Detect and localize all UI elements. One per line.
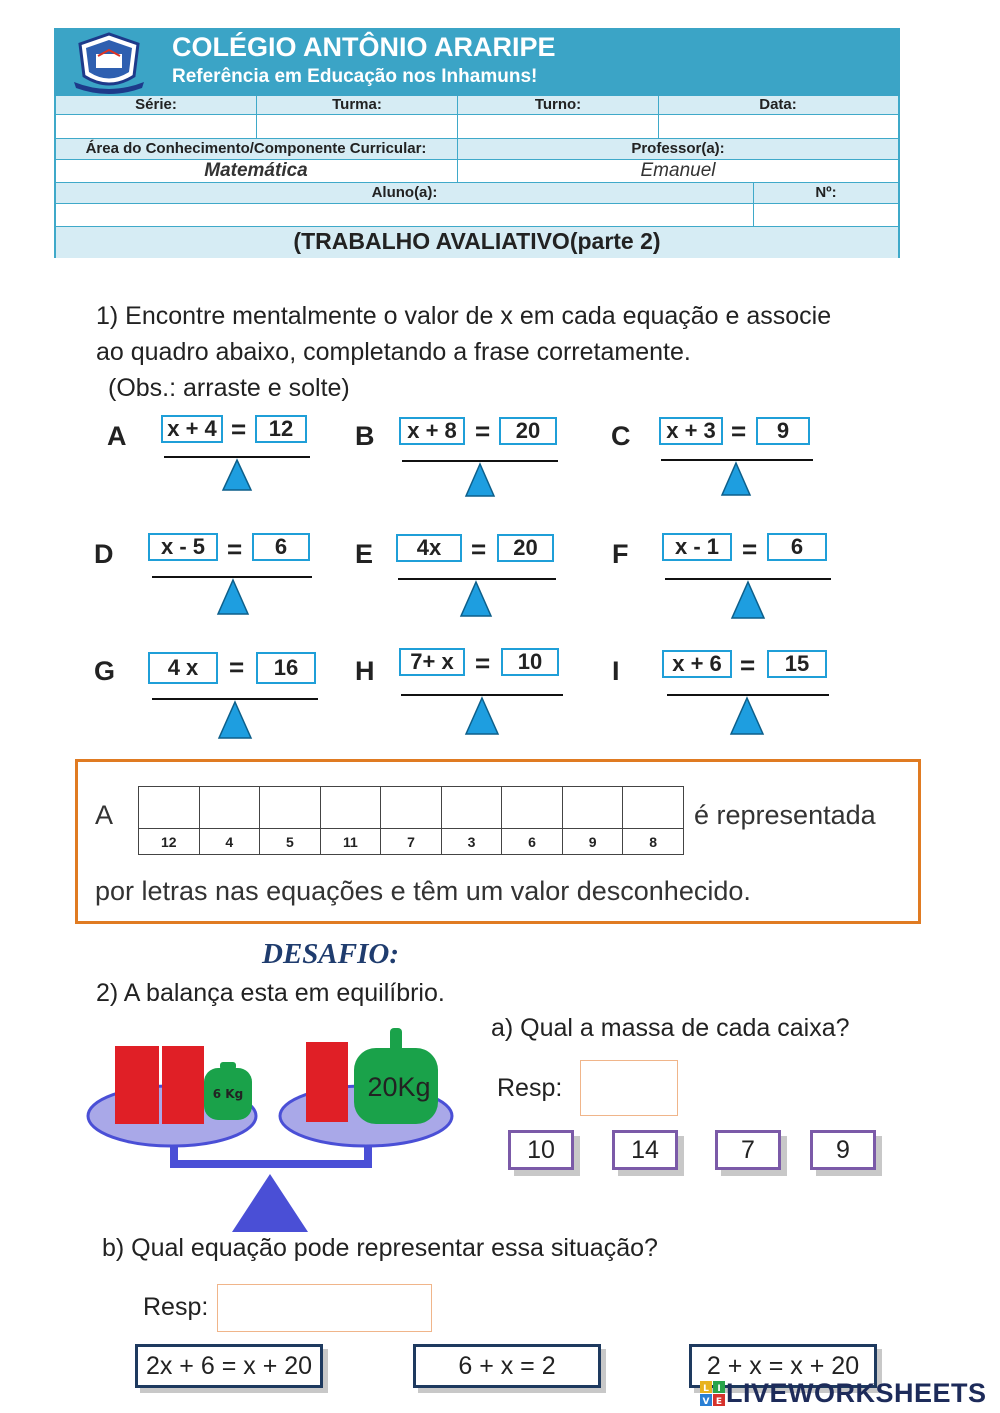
subject-value: Matemática <box>204 160 308 181</box>
turma-label: Turma: <box>332 96 382 113</box>
eq-g-equals: = <box>229 652 245 682</box>
q2a-option-14[interactable]: 14 <box>612 1130 678 1170</box>
q1-obs: (Obs.: arraste e solte) <box>108 374 350 402</box>
work-title: (TRABALHO AVALIATIVO(parte 2) <box>293 228 661 254</box>
eq-letter-e: E <box>355 539 374 569</box>
q2a-option-9[interactable]: 9 <box>810 1130 876 1170</box>
q2a-answer-drop[interactable] <box>580 1060 678 1116</box>
school-tagline: Referência em Educação nos Inhamuns! <box>172 66 538 87</box>
eq-i-equals: = <box>740 650 756 680</box>
svg-text:E: E <box>715 1396 723 1407</box>
eq-letter-c: C <box>611 421 631 451</box>
answer-grid <box>138 786 684 855</box>
eq-h-fulcrum <box>464 696 500 736</box>
serie-row-fields[interactable] <box>56 115 898 138</box>
area-label: Área do Conhecimento/Componente Curricular: <box>85 140 427 157</box>
aluno-label: Aluno(a): <box>371 184 438 201</box>
turno-label: Turno: <box>534 96 582 113</box>
eq-a-fulcrum <box>221 458 253 492</box>
eq-letter-d: D <box>94 539 114 569</box>
sentence-mid: é representada <box>694 800 876 830</box>
large-weight-label: 20Kg <box>367 1072 431 1102</box>
eq-e-fulcrum <box>459 580 493 618</box>
school-name: COLÉGIO ANTÔNIO ARARIPE <box>172 32 556 62</box>
drop-slot-2[interactable] <box>199 787 260 829</box>
q2a-question: a) Qual a massa de cada caixa? <box>491 1014 850 1042</box>
drop-slot-8[interactable] <box>562 787 623 829</box>
q2b-answer-drop[interactable] <box>217 1284 432 1332</box>
drop-slot-7[interactable] <box>502 787 563 829</box>
eq-e-right: 20 <box>497 534 554 562</box>
eq-d-fulcrum <box>216 578 250 616</box>
liveworksheets-name: LIVEWORKSHEETS <box>726 1378 987 1408</box>
drop-slot-5[interactable] <box>381 787 442 829</box>
numero-label: Nº: <box>815 184 837 201</box>
eq-e-equals: = <box>471 534 487 564</box>
eq-letter-b: B <box>355 421 375 451</box>
eq-e-left: 4x <box>396 534 462 562</box>
drop-slot-3[interactable] <box>260 787 321 829</box>
grid-number: 7 <box>381 829 442 855</box>
eq-a-right: 12 <box>255 415 307 443</box>
professor-label: Professor(a): <box>631 140 725 157</box>
eq-c-fulcrum <box>720 461 752 497</box>
q2a-resp-label: Resp: <box>497 1074 563 1102</box>
svg-text:L: L <box>703 1383 709 1394</box>
eq-f-right: 6 <box>767 533 827 561</box>
aluno-field[interactable] <box>56 204 898 226</box>
eq-letter-h: H <box>355 656 375 686</box>
red-box-1 <box>115 1046 159 1124</box>
eq-letter-a: A <box>107 421 127 451</box>
eq-i-fulcrum <box>729 696 765 736</box>
sentence-start: A <box>95 800 114 830</box>
eq-d-equals: = <box>227 534 243 564</box>
eq-h-left: 7+ x <box>399 648 465 676</box>
liveworksheets-brand <box>700 1378 987 1409</box>
eq-d-right: 6 <box>252 533 310 561</box>
eq-g-left: 4 x <box>148 652 218 684</box>
grid-number: 3 <box>441 829 502 855</box>
eq-g-fulcrum <box>217 700 253 740</box>
q2b-option-2[interactable]: 6 + x = 2 <box>413 1344 601 1388</box>
q2b-option-1[interactable]: 2x + 6 = x + 20 <box>135 1344 323 1388</box>
drop-slot-9[interactable] <box>623 787 684 829</box>
school-logo <box>70 30 148 96</box>
eq-letter-f: F <box>612 539 629 569</box>
eq-b-fulcrum <box>464 462 496 498</box>
eq-h-right: 10 <box>501 648 559 676</box>
eq-letter-i: I <box>612 656 620 686</box>
q1-line1: 1) Encontre mentalmente o valor de x em cada equação e associe <box>96 302 832 330</box>
eq-letter-g: G <box>94 656 116 686</box>
grid-number: 6 <box>502 829 563 855</box>
q2b-option-3[interactable]: 2 + x = x + 20 <box>689 1344 877 1388</box>
eq-c-equals: = <box>731 416 747 446</box>
liveworksheets-logo-icon <box>700 1381 726 1407</box>
eq-b-equals: = <box>475 416 491 446</box>
svg-text:I: I <box>717 1383 721 1394</box>
red-box-3 <box>306 1042 348 1122</box>
eq-b-left: x + 8 <box>399 417 465 445</box>
eq-g-right: 16 <box>256 652 316 684</box>
eq-d-left: x - 5 <box>148 533 218 561</box>
grid-number: 12 <box>139 829 200 855</box>
eq-b-right: 20 <box>499 417 557 445</box>
teacher-value: Emanuel <box>640 160 716 181</box>
drop-slot-1[interactable] <box>139 787 200 829</box>
q2-statement: 2) A balança esta em equilíbrio. <box>96 979 445 1007</box>
eq-a-equals: = <box>231 414 247 444</box>
drop-slot-4[interactable] <box>320 787 381 829</box>
sentence-end: por letras nas equações e têm um valor desconhecido. <box>95 876 751 906</box>
eq-c-left: x + 3 <box>659 417 723 445</box>
eq-f-equals: = <box>742 534 758 564</box>
grid-number: 8 <box>623 829 684 855</box>
svg-text:V: V <box>702 1396 710 1407</box>
q2a-option-10[interactable]: 10 <box>508 1130 574 1170</box>
red-box-2 <box>162 1046 204 1124</box>
balance-scale-illustration <box>84 1024 464 1236</box>
eq-i-right: 15 <box>767 650 827 678</box>
grid-number: 5 <box>260 829 321 855</box>
serie-label: Série: <box>135 96 177 113</box>
q2b-question: b) Qual equação pode representar essa situação? <box>102 1234 658 1262</box>
eq-a-left: x + 4 <box>161 415 223 443</box>
grid-number: 9 <box>562 829 623 855</box>
eq-f-fulcrum <box>730 580 766 620</box>
grid-number: 11 <box>320 829 381 855</box>
eq-f-left: x - 1 <box>662 533 732 561</box>
q1-line2: ao quadro abaixo, completando a frase corretamente. <box>96 338 691 366</box>
eq-c-right: 9 <box>756 417 810 445</box>
q2b-resp-label: Resp: <box>143 1293 209 1321</box>
eq-i-left: x + 6 <box>662 650 732 678</box>
data-label: Data: <box>759 96 797 113</box>
scale-base <box>232 1174 308 1232</box>
eq-h-equals: = <box>475 648 491 678</box>
small-weight-label: 6 Kg <box>212 1087 244 1101</box>
q2a-option-7[interactable]: 7 <box>715 1130 781 1170</box>
grid-number: 4 <box>199 829 260 855</box>
drop-slot-6[interactable] <box>441 787 502 829</box>
challenge-title: DESAFIO: <box>262 938 399 970</box>
